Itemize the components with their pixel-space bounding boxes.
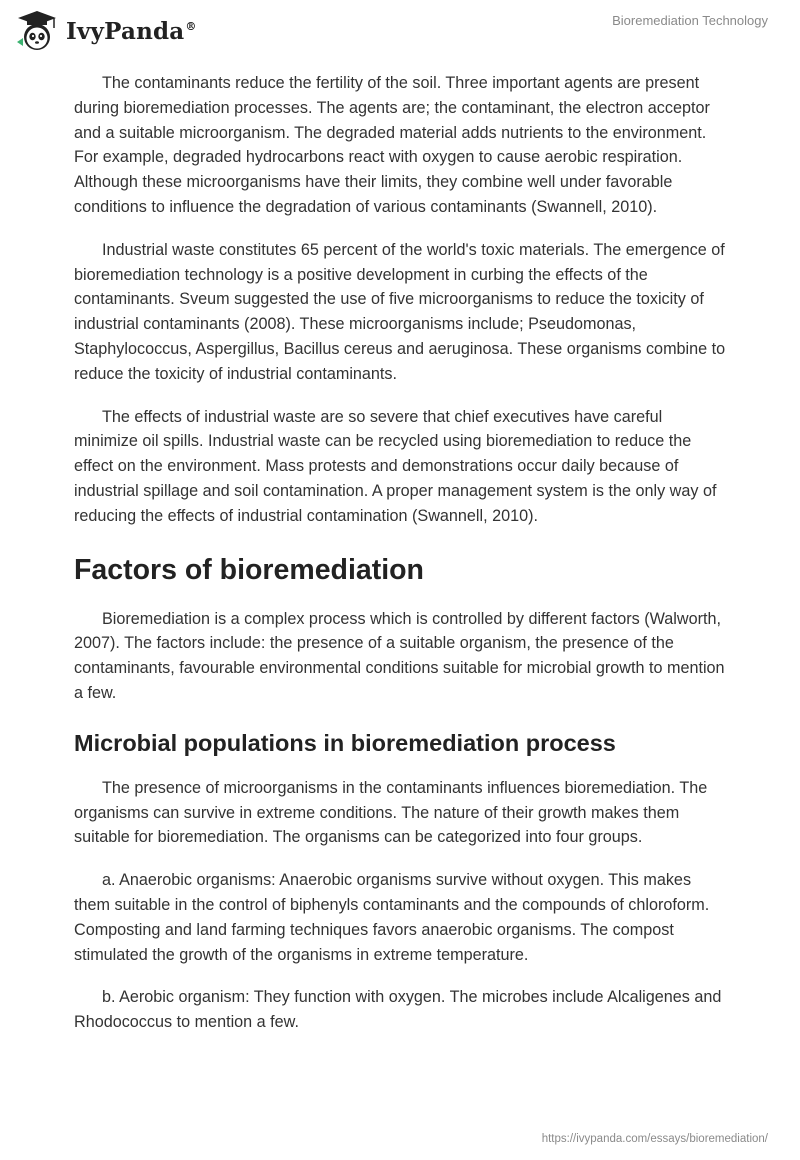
essay-content [74, 71, 728, 1053]
section-heading-microbial: Microbial populations in bioremediation process [74, 729, 616, 756]
paragraph-microorganisms: The presence of microorganisms in the contaminants influences bioremediation. The organisms can survive in extreme conditions. The nature of their growth makes them suitable for bioremediation. The organisms can be categorized into four groups. [74, 778, 708, 847]
paragraph-aerobic: b. Aerobic organism: They function with oxygen. The microbes include Alcaligenes and Rhodococcus to mention a few. [74, 988, 722, 1032]
page-header [0, 0, 800, 60]
paragraph-industrial-waste: Industrial waste constitutes 65 percent of the world's toxic materials. The emergence of bioremediation technology is a positive development in curbing the effects of the contaminants. Sveum suggested the use of five microorganisms to reduce the toxicity of industrial contaminants (2008). These microorganisms include; Pseudomonas, Staphylococcus, Aspergillus, Bacillus cereus and aeruginosa. These organisms combine to reduce the toxicity of industrial contaminants. [74, 240, 726, 383]
brand-logo[interactable] [14, 8, 197, 54]
brand-name: IvyPanda® [66, 17, 197, 45]
paragraph-anaerobic: a. Anaerobic organisms: Anaerobic organisms survive without oxygen. This makes them suitable in the control of biphenyls contaminants and the compounds of chloroform. Composting and land farming techniques favors anaerobic organisms. The compost stimulated the growth of the organisms in extreme temperature. [74, 871, 710, 964]
paragraph-contaminants: The contaminants reduce the fertility of the soil. Three important agents are present during bioremediation processes. The agents are; the contaminant, the electron acceptor and a suitable microorganism. The degraded material adds nutrients to the environment. For example, degraded hydrocarbons react with oxygen to cause aerobic respiration. Although these microorganisms have their limits, they combine well under favorable conditions to influence the degradation of various contaminants (Swannell, 2010). [74, 74, 710, 216]
document-title: Bioremediation Technology [612, 13, 768, 28]
paragraph-factors: Bioremediation is a complex process which is controlled by different factors (Walworth, 2007). The factors include: the presence of a suitable organism, the presence of the contaminants, favourable environmental conditions suitable for microbial growth to mention a few. [74, 609, 725, 702]
section-heading-factors: Factors of bioremediation [74, 553, 424, 586]
panda-graduate-icon [14, 8, 60, 54]
source-url[interactable]: https://ivypanda.com/essays/bioremediation/ [541, 1133, 768, 1145]
paragraph-effects: The effects of industrial waste are so severe that chief executives have careful minimize oil spills. Industrial waste can be recycled using bioremediation to reduce the effect on the environment. Mass protests and demonstrations occur daily because of industrial spillage and soil contamination. A proper management system is the only way of reducing the effects of industrial contamination (Swannell, 2010). [74, 407, 717, 525]
